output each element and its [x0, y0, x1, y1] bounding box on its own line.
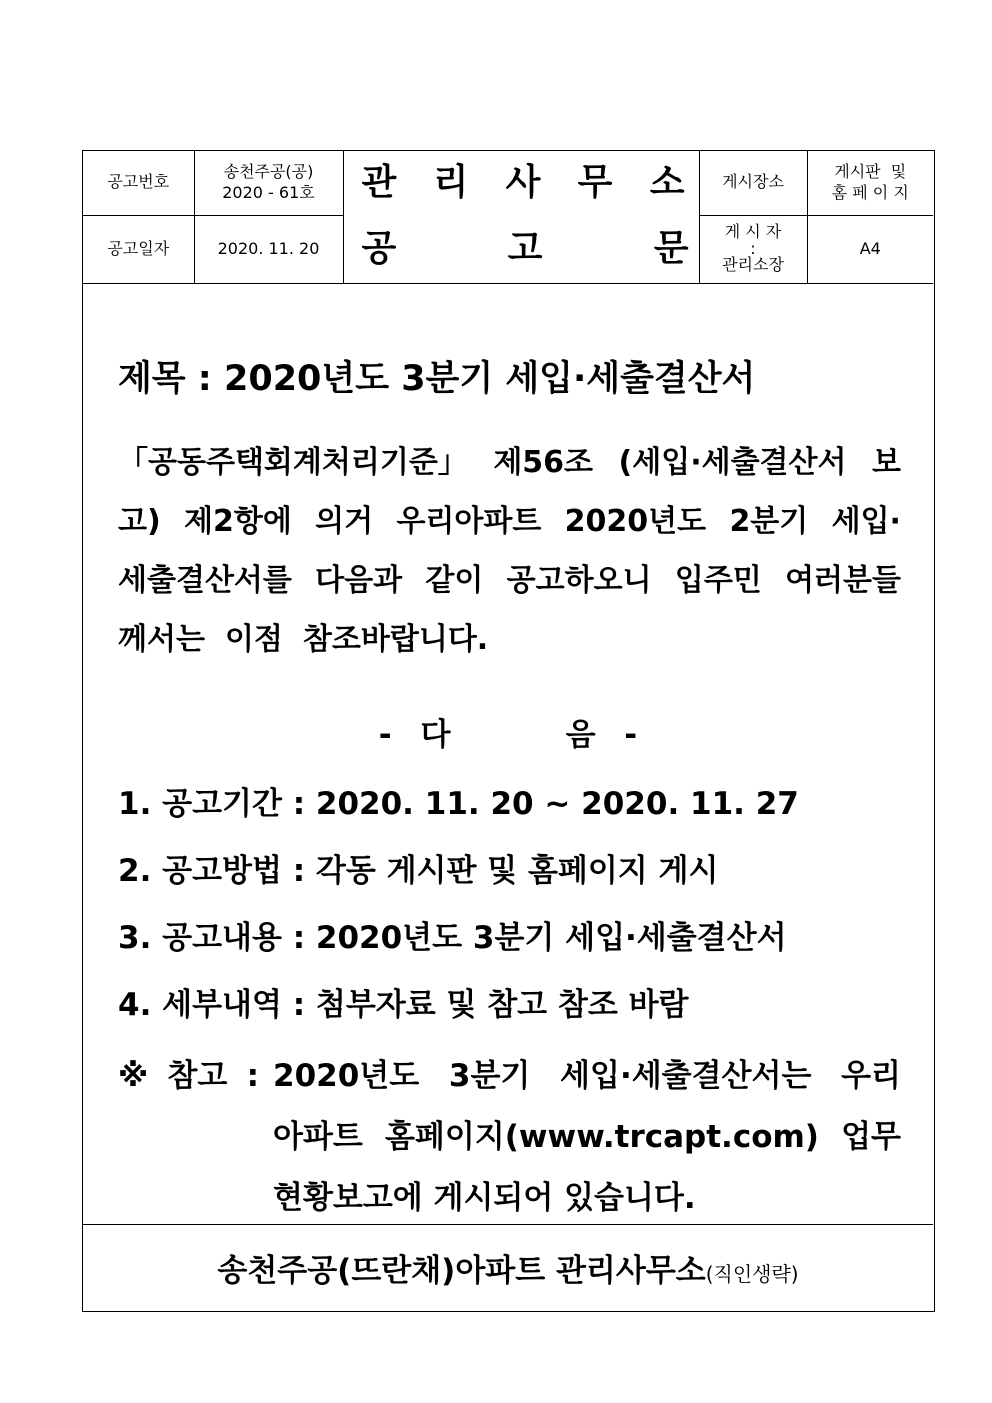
- poster-label: [699, 215, 807, 283]
- poster-label-line3: 관리소장: [722, 255, 784, 275]
- item-content: 3. 공고내용 : 2020년도 3분기 세입·세출결산서: [118, 920, 787, 956]
- post-place-line2: 홈 페 이 지: [831, 182, 909, 202]
- title-office: [343, 151, 699, 215]
- header-table: [83, 151, 933, 284]
- note-colon: :: [246, 1058, 259, 1094]
- website-link-text: 홈페이지(www.trcapt.com): [384, 1119, 819, 1155]
- word: 세출결산서를: [118, 563, 292, 598]
- reference-note: [118, 1046, 901, 1229]
- word: 업무: [841, 1119, 901, 1155]
- word: 께서는: [118, 622, 205, 657]
- notice-date-label: 공고일자: [83, 215, 194, 283]
- word: 아파트: [273, 1119, 363, 1155]
- note-line-1: [273, 1046, 901, 1107]
- subject-title: 제목 : 2020년도 3분기 세입·세출결산서: [118, 359, 756, 399]
- post-place-line1: 게시판 및: [834, 161, 907, 181]
- word: 공고하오니: [506, 563, 652, 598]
- note-label-group: [118, 1046, 273, 1107]
- title-char: 문: [653, 227, 689, 269]
- footer-org: 송천주공(뜨란채)아파트 관리사무소: [217, 1253, 706, 1289]
- word: 우리: [841, 1058, 901, 1094]
- word: 우리아파트: [396, 504, 542, 539]
- word: 여러분들: [785, 563, 901, 598]
- word: 제56조: [493, 445, 594, 480]
- title-char: 관: [361, 162, 397, 203]
- word: 3분기: [448, 1058, 531, 1094]
- item-method: 2. 공고방법 : 각동 게시판 및 홈페이지 게시: [118, 853, 719, 889]
- word: 제2항에: [184, 504, 292, 539]
- seal-note: (직인생략): [705, 1262, 799, 1286]
- title-char: 고: [507, 227, 543, 269]
- word: 같이: [425, 563, 484, 598]
- next-heading: - 다 음 -: [378, 717, 638, 753]
- note-label: 참고: [167, 1058, 228, 1094]
- notice-number-label: 공고번호: [83, 151, 194, 215]
- word: 참조바랍니다.: [302, 622, 489, 657]
- word: 보: [872, 445, 901, 480]
- notice-frame: [82, 150, 935, 1312]
- paragraph-line: [118, 610, 901, 669]
- footer-divider: [83, 1224, 933, 1225]
- item-details: 4. 세부내역 : 첨부자료 및 참고 참조 바람: [118, 987, 689, 1023]
- word: (세입·세출결산서: [618, 445, 847, 480]
- footer: [83, 1245, 933, 1290]
- note-line-3: [118, 1168, 901, 1229]
- word: 2020년도: [273, 1058, 420, 1094]
- notice-number-line2: 2020 - 61호: [222, 182, 315, 202]
- word: 입주민: [674, 563, 762, 598]
- paragraph-line: [118, 433, 901, 492]
- poster-label-line1: 게 시 자: [724, 221, 782, 241]
- title-char: 무: [577, 162, 613, 203]
- title-char: 소: [649, 162, 685, 203]
- paragraph-line: [118, 551, 901, 610]
- title-char: 리: [433, 162, 469, 203]
- post-place-value: [807, 151, 933, 215]
- note-row-1: [118, 1046, 901, 1107]
- paragraph-line: [118, 492, 901, 551]
- reference-mark-icon: ※: [118, 1058, 149, 1094]
- word: 세입·세출결산서는: [560, 1058, 812, 1094]
- notice-number-line1: 송천주공(공): [223, 161, 314, 181]
- title-char: 공: [361, 227, 397, 269]
- word: 세입·: [831, 504, 901, 539]
- word: 고): [118, 504, 161, 539]
- word: 2020년도: [564, 504, 707, 539]
- word: 다음과: [315, 563, 403, 598]
- paper-size: A4: [807, 215, 933, 283]
- post-place-label: 게시장소: [699, 151, 807, 215]
- notice-number-value: [194, 151, 343, 215]
- title-char: 사: [505, 162, 541, 203]
- notice-paragraph: [118, 433, 901, 669]
- word: 「공동주택회계처리기준」: [118, 445, 468, 480]
- title-line-1: [344, 156, 699, 210]
- note-line-2: [118, 1107, 901, 1168]
- word: 이점: [224, 622, 283, 657]
- poster-label-line2: :: [750, 238, 756, 258]
- note-line-3-text: 현황보고에 게시되어 있습니다.: [273, 1180, 696, 1216]
- word: 의거: [315, 504, 374, 539]
- title-line-2: [344, 222, 699, 276]
- title-notice: [343, 215, 699, 283]
- item-period: 1. 공고기간 : 2020. 11. 20 ~ 2020. 11. 27: [118, 786, 799, 822]
- word: 2분기: [729, 504, 809, 539]
- notice-date-value: 2020. 11. 20: [194, 215, 343, 283]
